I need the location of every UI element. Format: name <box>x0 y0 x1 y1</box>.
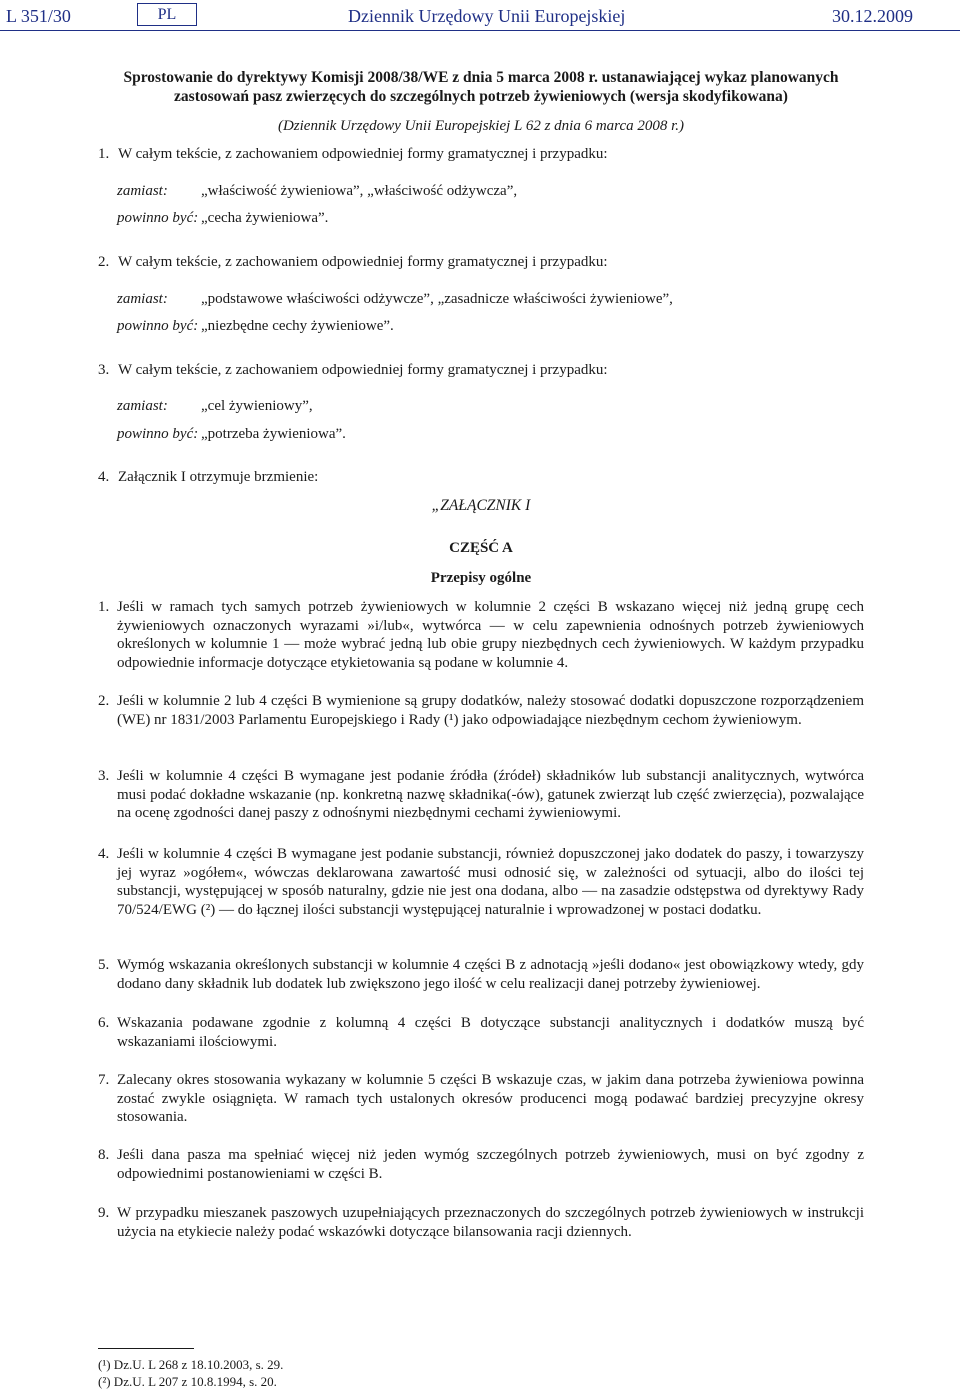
annex-title: „ZAŁĄCZNIK I <box>431 497 531 514</box>
correction-1-instead <box>117 183 517 200</box>
instead-label: zamiast: <box>117 183 168 199</box>
paragraph-number: 7. <box>98 1072 110 1088</box>
paragraph-number: 2. <box>98 693 110 709</box>
paragraph-5 <box>98 956 864 993</box>
paragraph-7 <box>98 1071 864 1127</box>
paragraph-number: 3. <box>98 768 110 784</box>
footnote-2: (²) Dz.U. L 207 z 10.8.1994, s. 20. <box>98 1374 277 1389</box>
paragraph-number: 1. <box>98 599 110 615</box>
correction-1-intro <box>98 146 868 163</box>
paragraph-text: Wymóg wskazania określonych substancji w kolumnie 4 części B z adnotacją »jeśli dodano« jest obowiązkowy wtedy, gdy dodano dany składnik lub dodatek lub zwiększono jego ilość w celu realizacji danej potrzeby żywieniowej. <box>117 957 864 992</box>
paragraph-4 <box>98 845 864 919</box>
correction-intro-text: W całym tekście, z zachowaniem odpowiedniej formy gramatycznej i przypadku: <box>118 362 608 378</box>
paragraph-2 <box>98 692 864 729</box>
paragraph-text: Zalecany okres stosowania wykazany w kolumnie 5 części B wskazuje czas, w jakim dana potrzeba żywieniowa powinna zostać zwykle osiągnięta. W ramach tych ustalonych okresów producenci mogą podawać bardziej precyzyjne okresy stosowania. <box>117 1072 864 1126</box>
page-header <box>0 3 960 33</box>
paragraph-number: 5. <box>98 957 110 973</box>
should-label: powinno być: <box>117 318 199 334</box>
instead-label: zamiast: <box>117 291 168 307</box>
correction-1-should <box>117 210 328 227</box>
paragraph-6 <box>98 1014 864 1051</box>
paragraph-number: 4. <box>98 846 110 862</box>
instead-text: „właściwość żywieniowa”, „właściwość odżywcza”, <box>201 183 518 199</box>
should-text: „potrzeba żywieniowa”. <box>201 426 346 442</box>
paragraph-text: Jeśli w kolumnie 2 lub 4 części B wymienione są grupy dodatków, należy stosować dodatki dopuszczone rozporządzeniem (WE) nr 1831/2003 Parlamentu Europejskiego i Rady (¹) jako odpowiadające niezbędnym cechom żywieniowym. <box>117 693 864 728</box>
paragraph-text: Jeśli dana pasza ma spełniać więcej niż jeden wymóg szczególnych potrzeb żywieniowych, musi on być zgodny z odpowiednimi postanowieniami w części B. <box>117 1147 864 1182</box>
journal-name: Dziennik Urzędowy Unii Europejskiej <box>348 6 626 26</box>
instead-text: „podstawowe właściwości odżywcze”, „zasadnicze właściwości żywieniowe”, <box>201 291 673 307</box>
page-reference: L 351/30 <box>6 6 71 26</box>
correction-2-instead <box>117 291 673 308</box>
paragraph-text: Jeśli w kolumnie 4 części B wymagane jest podanie substancji, również dopuszczonej jako dodatek do paszy, i towarzyszy jej wyraz »ogółem«, wówczas deklarowana zawartość musi odnosić się, w zależności od sytuacji, albo do ilości tej substancji, występującej w sposób naturalny, gdzie nie jest ona dodana, albo — na zasadzie odstępstwa od dyrektywy Rady 70/524/EWG (²) — do łącznej ilości substancji występującej naturalnie i wprowadzonej w postaci dodatku. <box>117 846 864 918</box>
instead-label: zamiast: <box>117 398 168 414</box>
paragraph-9 <box>98 1204 864 1241</box>
correction-3-intro <box>98 362 868 379</box>
correction-3-instead <box>117 398 313 415</box>
should-text: „niezbędne cechy żywieniowe”. <box>201 318 394 334</box>
paragraph-3 <box>98 767 864 823</box>
annex-part-heading: CZĘŚĆ A <box>449 540 513 556</box>
header-divider <box>0 30 960 31</box>
should-label: powinno być: <box>117 210 199 226</box>
paragraph-text: Wskazania podawane zgodnie z kolumną 4 części B dotyczące substancji analitycznych i dodatków muszą być wskazaniami ilościowymi. <box>117 1015 864 1050</box>
paragraph-number: 8. <box>98 1147 110 1163</box>
paragraph-8 <box>98 1146 864 1183</box>
document-title: Sprostowanie do dyrektywy Komisji 2008/38/WE z dnia 5 marca 2008 r. ustanawiającej wykaz planowanych zastosowań pasz zwierzęcych do szczególnych potrzeb żywieniowych (wersja skodyfikowana) <box>123 69 839 105</box>
paragraph-text: W przypadku mieszanek paszowych uzupełniających przeznaczonych do szczególnych potrzeb żywieniowych w instrukcji użycia na etykiecie należy podać wskazówki dotyczące bilansowania racji dziennych. <box>117 1205 864 1240</box>
footnote-1: (¹) Dz.U. L 268 z 18.10.2003, s. 29. <box>98 1357 284 1372</box>
correction-number: 1. <box>98 146 110 162</box>
paragraph-text: Jeśli w ramach tych samych potrzeb żywieniowych w kolumnie 2 części B wskazano więcej niż jedną grupę cech żywieniowych oznaczonych wyrazami »i/lub«, wytwórca — w celu zapewnienia odnośnych potrzeb żywieniowych określonych w kolumnie 1 — może wybrać jedną lub obie grupy niezbędnych cech żywieniowych. W każdym przypadku odpowiednie informacje dotyczące etykietowania są podane w kolumnie 4. <box>117 599 864 671</box>
correction-intro-text: W całym tekście, z zachowaniem odpowiedniej formy gramatycznej i przypadku: <box>118 146 608 162</box>
item-4-intro <box>98 469 868 486</box>
should-label: powinno być: <box>117 426 199 442</box>
item-number: 4. <box>98 469 110 485</box>
paragraph-1 <box>98 598 864 672</box>
instead-text: „cel żywieniowy”, <box>201 398 313 414</box>
annex-subtitle: Przepisy ogólne <box>430 570 532 586</box>
item-text: Załącznik I otrzymuje brzmienie: <box>118 469 319 485</box>
publication-date: 30.12.2009 <box>832 6 913 26</box>
should-text: „cecha żywieniowa”. <box>201 210 329 226</box>
correction-number: 3. <box>98 362 110 378</box>
correction-2-intro <box>98 254 868 271</box>
correction-2-should <box>117 318 394 335</box>
paragraph-text: Jeśli w kolumnie 4 części B wymagane jest podanie źródła (źródeł) składników lub substancji analitycznych, wytwórca musi podać dokładne wskazanie (np. konkretną nazwę składnika(-ów), gatunek zwierząt lub część zwierzęcia), pozwalające na ocenę zgodności danej paszy z odnośnymi niezbędnymi cechami żywieniowymi. <box>117 768 864 822</box>
correction-intro-text: W całym tekście, z zachowaniem odpowiedniej formy gramatycznej i przypadku: <box>118 254 608 270</box>
document-title-reference: (Dziennik Urzędowy Unii Europejskiej L 62 z dnia 6 marca 2008 r.) <box>277 118 685 134</box>
paragraph-number: 9. <box>98 1205 110 1221</box>
correction-3-should <box>117 426 346 443</box>
footnote-divider <box>98 1348 194 1349</box>
correction-number: 2. <box>98 254 110 270</box>
language-badge: PL <box>137 3 197 26</box>
paragraph-number: 6. <box>98 1015 110 1031</box>
